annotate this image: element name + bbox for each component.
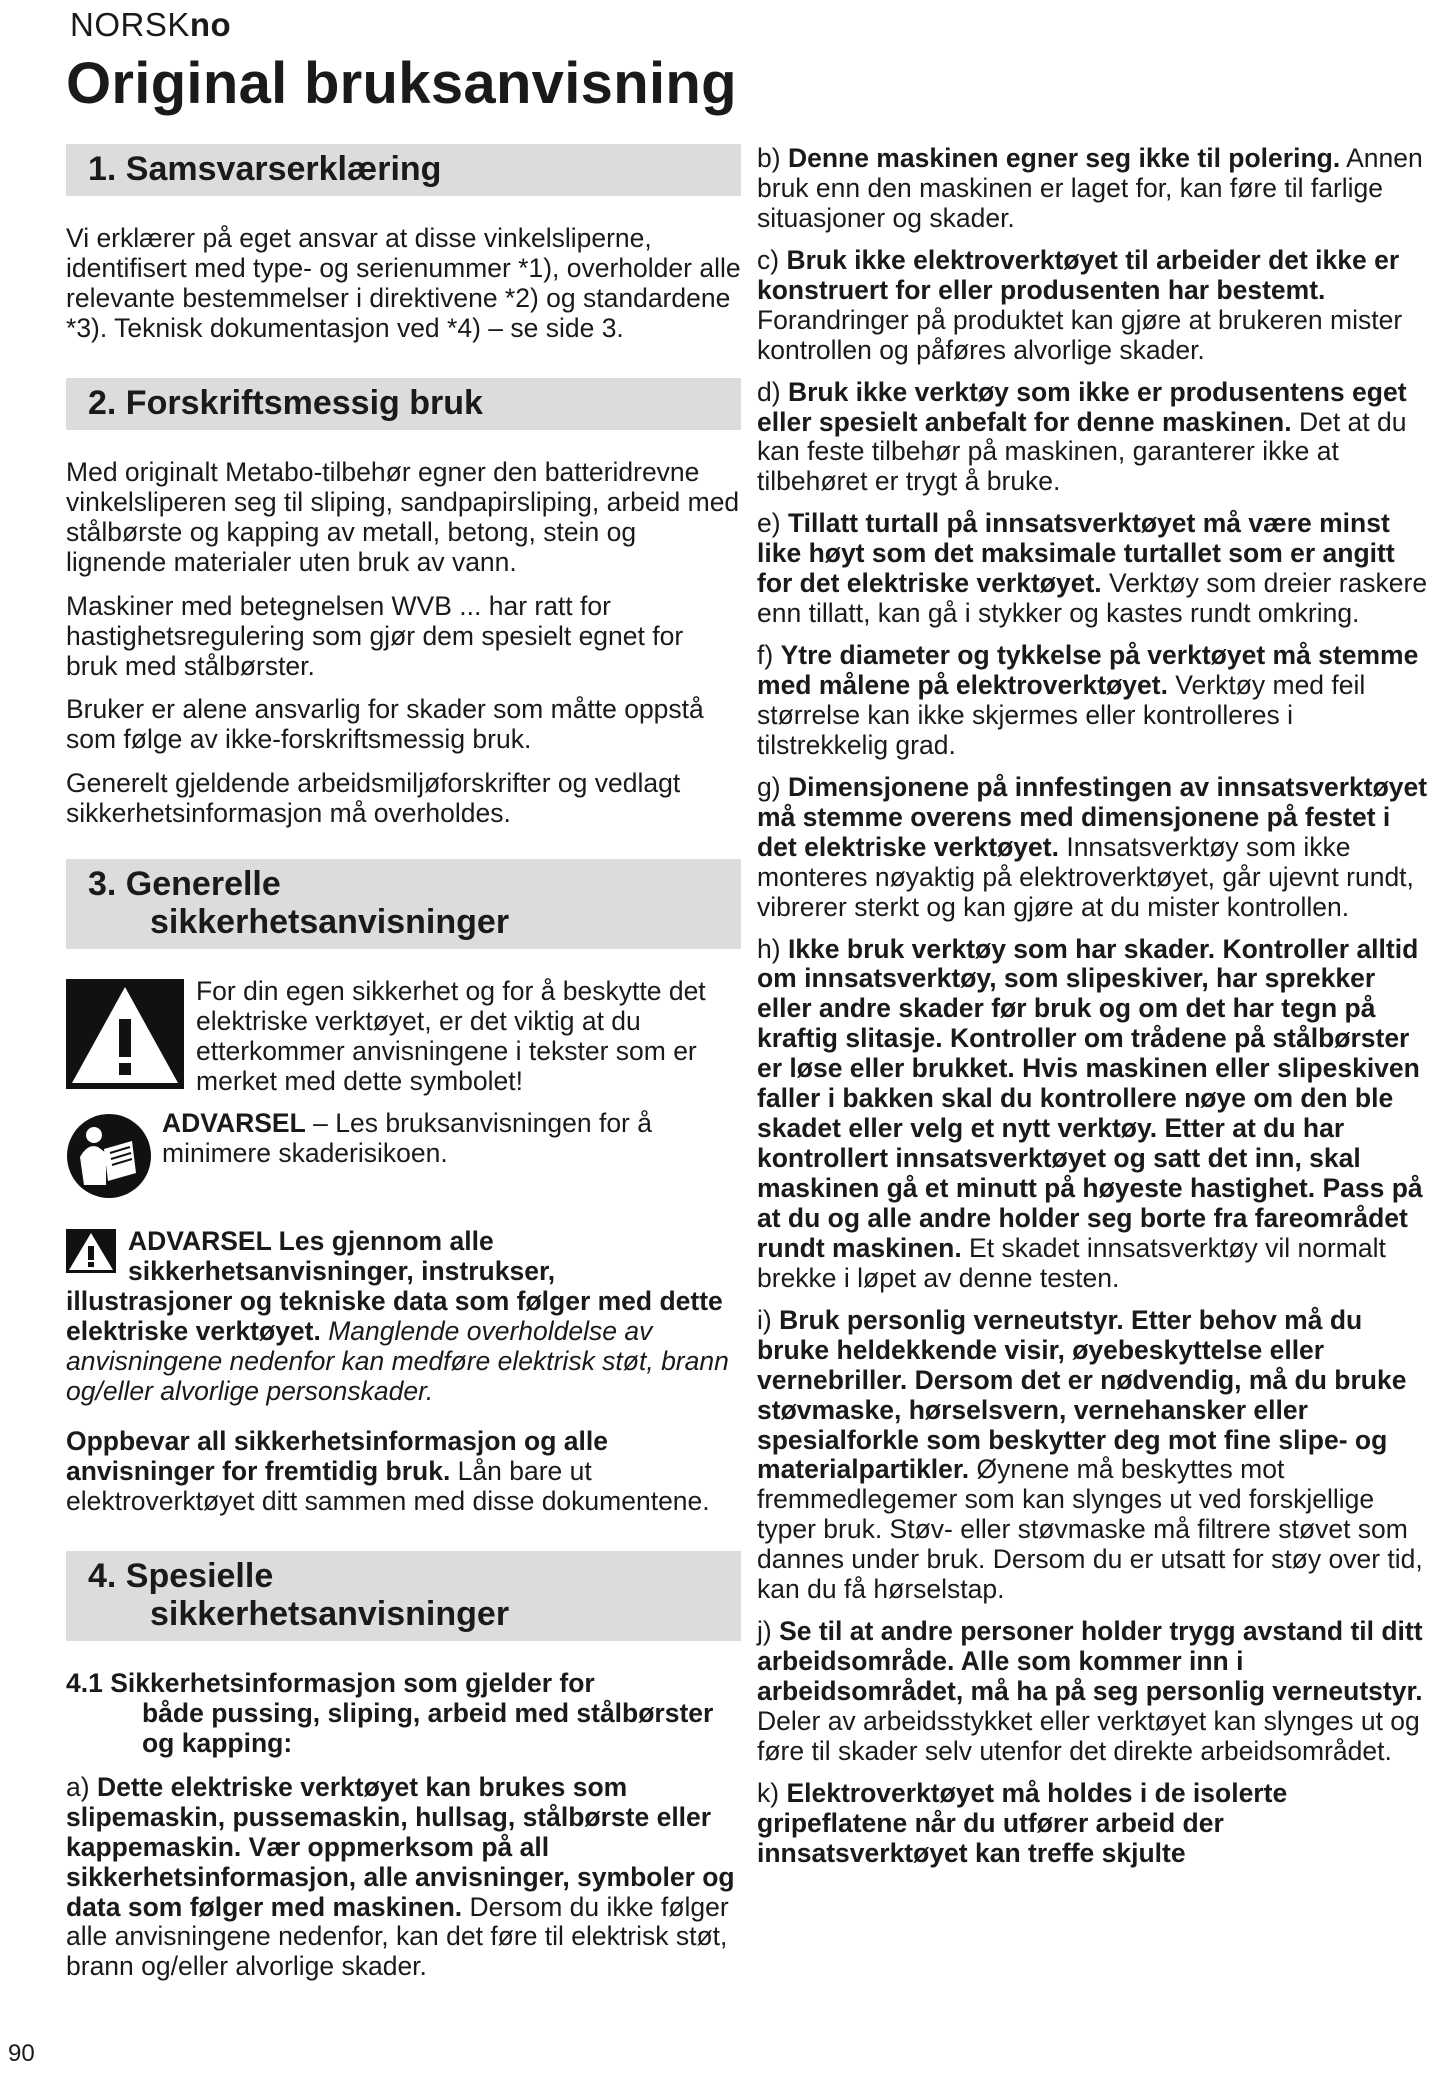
item-e-bold: Tillatt turtall på innsatsverktøyet må være minst like høyt som det maksimale turtallet som er angitt for det elektriske verktøyet. (757, 508, 1395, 599)
item-j-paragraph (757, 1617, 1429, 1767)
general-warning-block (66, 1227, 741, 1407)
item-d-rest: Det at du kan feste tilbehør på maskinen, garanterer ikke at tilbehøret er trygt å bruke. (757, 406, 1407, 497)
item-d-label: d) (757, 376, 788, 407)
general-warning-text (66, 1227, 741, 1407)
item-d-bold: Bruk ikke verktøy som ikke er produsentens eget eller spesielt anbefalt for denne maskinen. (757, 376, 1407, 437)
advarsel-read-manual-text (162, 1109, 741, 1169)
item-e-label: e) (757, 508, 788, 539)
item-g-bold: Dimensjonene på innfestingen av innsatsverktøyet må stemme overens med dimensjonene på festet i det elektriske verktøyet. (757, 771, 1428, 862)
section-2-paragraph-2: Maskiner med betegnelsen WVB ... har ratt for hastighetsregulering som gjør dem spesielt egnet for bruk med stålbørster. (66, 590, 684, 681)
language-name: NORSK (70, 6, 190, 43)
section-3-heading-line-1: 3. Generelle (88, 865, 281, 904)
item-f-bold: Ytre diameter og tykkelse på verktøyet må stemme med målene på elektroverktøyet. (757, 640, 1419, 700)
page-number: 90 (8, 2040, 35, 2067)
section-2-paragraph-1: Med originalt Metabo-tilbehør egner den batteridrevne vinkelsliperen seg til sliping, sandpapirsliping, arbeid med stålbørste og kapping av metall, betong, stein og lignende materialer uten bruk av vann. (66, 456, 740, 577)
item-c-paragraph (757, 246, 1429, 366)
item-i-bold: Bruk personlig verneutstyr. Etter behov må du bruke heldekkende visir, øyebeskyttelse eller vernebriller. Dersom det er nødvendig, må du bruke støvmaske, hørselsvern, vernehansker eller spesialforkle som beskytter deg mot fine slipe- og materialpartikler. (757, 1304, 1407, 1485)
item-a-paragraph (66, 1773, 741, 1983)
item-d-paragraph (757, 378, 1429, 498)
general-warning-line-2: sikkerhetsanvisninger, instrukser, (128, 1256, 556, 1287)
section-2-paragraph-3: Bruker er alene ansvarlig for skader som måtte oppstå som følge av ikke-forskriftsmessig bruk. (66, 694, 704, 755)
page-title: Original bruksanvisning (66, 51, 737, 116)
item-h-bold: Ikke bruk verktøy som har skader. Kontroller alltid om innsatsverktøy, som slipeskiver, har sprekker eller andre skader før bruk og om det har tegn på kraftig slitasje. Kontroller om trådene på stålbørster er løse eller brukket. Hvis maskinen eller slipeskiven faller i bakken skal du kontrollere nøye om den ble skadet eller velg et nytt verktøy. Etter at du har kontrollert innsatsverktøyet og satt det inn, skal maskinen gå et minutt på høyeste hastighet. Pass på at du og alle andre holder seg borte fra fareområdet rundt maskinen. (757, 933, 1423, 1263)
language-code: no (189, 6, 232, 43)
section-1-paragraph: Vi erklærer på eget ansvar at disse vinkelsliperne, identifisert med type- og serienummer *1), overholder alle relevante bestemmelser i direktivene *2) og standardene *3). Teknisk dokumentasjon ved *4) – se side 3. (66, 223, 741, 343)
item-c-rest: Forandringer på produktet kan gjøre at brukeren mister kontrollen og påføres alvorlige skader. (757, 304, 1403, 365)
item-h-rest: Et skadet innsatsverktøy vil normalt brekke i løpet av denne testen. (757, 1232, 1386, 1293)
item-g-paragraph (757, 773, 1429, 923)
warning-triangle-icon (66, 979, 184, 1089)
section-3-heading-line-2: sikkerhetsanvisninger (150, 903, 510, 942)
item-h-label: h) (757, 933, 788, 964)
warning-symbol-text: For din egen sikkerhet og for å beskytte det elektriske verktøyet, er det viktig at du etterkommer anvisningene i tekster som er merket med dette symbolet! (196, 976, 706, 1097)
item-i-paragraph (757, 1306, 1429, 1605)
left-column (66, 144, 741, 1996)
advarsel-label: ADVARSEL (162, 1108, 306, 1139)
read-manual-icon (66, 1113, 152, 1199)
item-h-paragraph (757, 935, 1429, 1294)
item-g-rest: Innsatsverktøy som ikke monteres nøyaktig på elektroverktøyet, går ujevnt rundt, vibrerer sterkt og kan gjøre at du mister kontrollen. (757, 831, 1414, 922)
item-i-rest: Øynene må beskyttes mot fremmedlegemer som kan slynges ut ved forskjellige typer bruk. Støv- eller støvmaske må filtrere støvet som dannes under bruk. Dersom du er utsatt for støy over tid, kan du få hørselstap. (757, 1454, 1423, 1605)
item-f-rest: Verktøy med feil størrelse kan ikke skjermes eller kontrolleres i tilstrekkelig grad. (757, 670, 1366, 760)
section-1-heading: 1. Samsvarserklæring (66, 144, 741, 196)
item-k-label: k) (757, 1777, 787, 1808)
item-j-label: j) (757, 1616, 780, 1647)
keep-instructions-bold: Oppbevar all sikkerhetsinformasjon og alle anvisninger for fremtidig bruk. (66, 1426, 608, 1486)
section-4-1-heading-rest: både pussing, sliping, arbeid med stålbørster og kapping: (142, 1697, 714, 1758)
advarsel-rest: – Les bruksanvisningen for å minimere skaderisikoen. (162, 1108, 652, 1169)
section-2-paragraph-4: Generelt gjeldende arbeidsmiljøforskrifter og vedlagt sikkerhetsinformasjon må overholdes. (66, 768, 681, 829)
section-4-heading-line-2: sikkerhetsanvisninger (150, 1594, 510, 1633)
item-k-paragraph (757, 1779, 1429, 1869)
item-e-paragraph (757, 509, 1429, 629)
item-k-bold: Elektroverktøyet må holdes i de isolerte gripeflatene når du utfører arbeid der innsatsverktøyet kan treffe skjulte (757, 1777, 1288, 1868)
section-4-1-heading-line-1: 4.1 Sikkerhetsinformasjon som gjelder for (66, 1667, 595, 1698)
item-a-bold: Dette elektriske verktøyet kan brukes som slipemaskin, pussemaskin, hullsag, stålbørste eller kappemaskin. Vær oppmerksom på all sikkerhetsinformasjon, alle anvisninger, symboler og data som følger med maskinen. (66, 1771, 735, 1922)
general-warning-italic: Manglende overholdelse av anvisningene nedenfor kan medføre elektrisk støt, brann og/eller alvorlige personskader. (66, 1316, 729, 1407)
item-b-label: b) (757, 143, 788, 173)
item-e-rest: Verktøy som dreier raskere enn tillatt, kan gå i stykker og kastes rundt omkring. (757, 568, 1428, 629)
section-4-heading (66, 1551, 741, 1641)
item-b-rest: Annen bruk enn den maskinen er laget for, kan føre til farlige situasjoner og skader. (757, 143, 1423, 233)
warning-symbol-block (66, 977, 741, 1095)
item-b-bold: Denne maskinen egner seg ikke til polering. (787, 143, 1341, 173)
item-i-label: i) (757, 1304, 780, 1335)
item-f-paragraph (757, 641, 1429, 761)
item-c-label: c) (757, 244, 787, 275)
general-warning-bold: illustrasjoner og tekniske data som følger med dette elektriske verktøyet. (66, 1286, 723, 1347)
keep-instructions-rest: Lån bare ut elektroverktøyet ditt sammen med disse dokumentene. (66, 1455, 710, 1516)
keep-instructions-paragraph (66, 1427, 741, 1517)
item-a-label: a) (66, 1771, 97, 1802)
general-warning-line-1: ADVARSEL Les gjennom alle (128, 1226, 494, 1257)
item-j-rest: Deler av arbeidsstykket eller verktøyet kan slynges ut og føre til skader selv utenfor det direkte arbeidsområdet. (757, 1705, 1420, 1766)
section-4-heading-line-1: 4. Spesielle (88, 1556, 274, 1595)
small-warning-icon (66, 1229, 116, 1273)
right-column (757, 144, 1429, 1881)
item-g-label: g) (757, 771, 788, 802)
section-4-1-heading (66, 1669, 741, 1759)
item-f-label: f) (757, 640, 781, 671)
item-c-bold: Bruk ikke elektroverktøyet til arbeider det ikke er konstruert for eller produsenten har bestemt. (757, 244, 1400, 305)
item-j-bold: Se til at andre personer holder trygg avstand til ditt arbeidsområde. Alle som kommer inn i arbeidsområdet, må ha på seg personlig verneutstyr. (757, 1616, 1423, 1706)
item-a-rest: Dersom du ikke følger alle anvisningene nedenfor, kan det føre til elektrisk støt, brann og/eller alvorlige skader. (66, 1891, 729, 1982)
section-2-heading: 2. Forskriftsmessig bruk (66, 378, 741, 430)
language-label (70, 6, 231, 44)
read-manual-block (66, 1109, 741, 1207)
section-3-heading (66, 859, 741, 949)
item-b-paragraph (757, 144, 1429, 234)
